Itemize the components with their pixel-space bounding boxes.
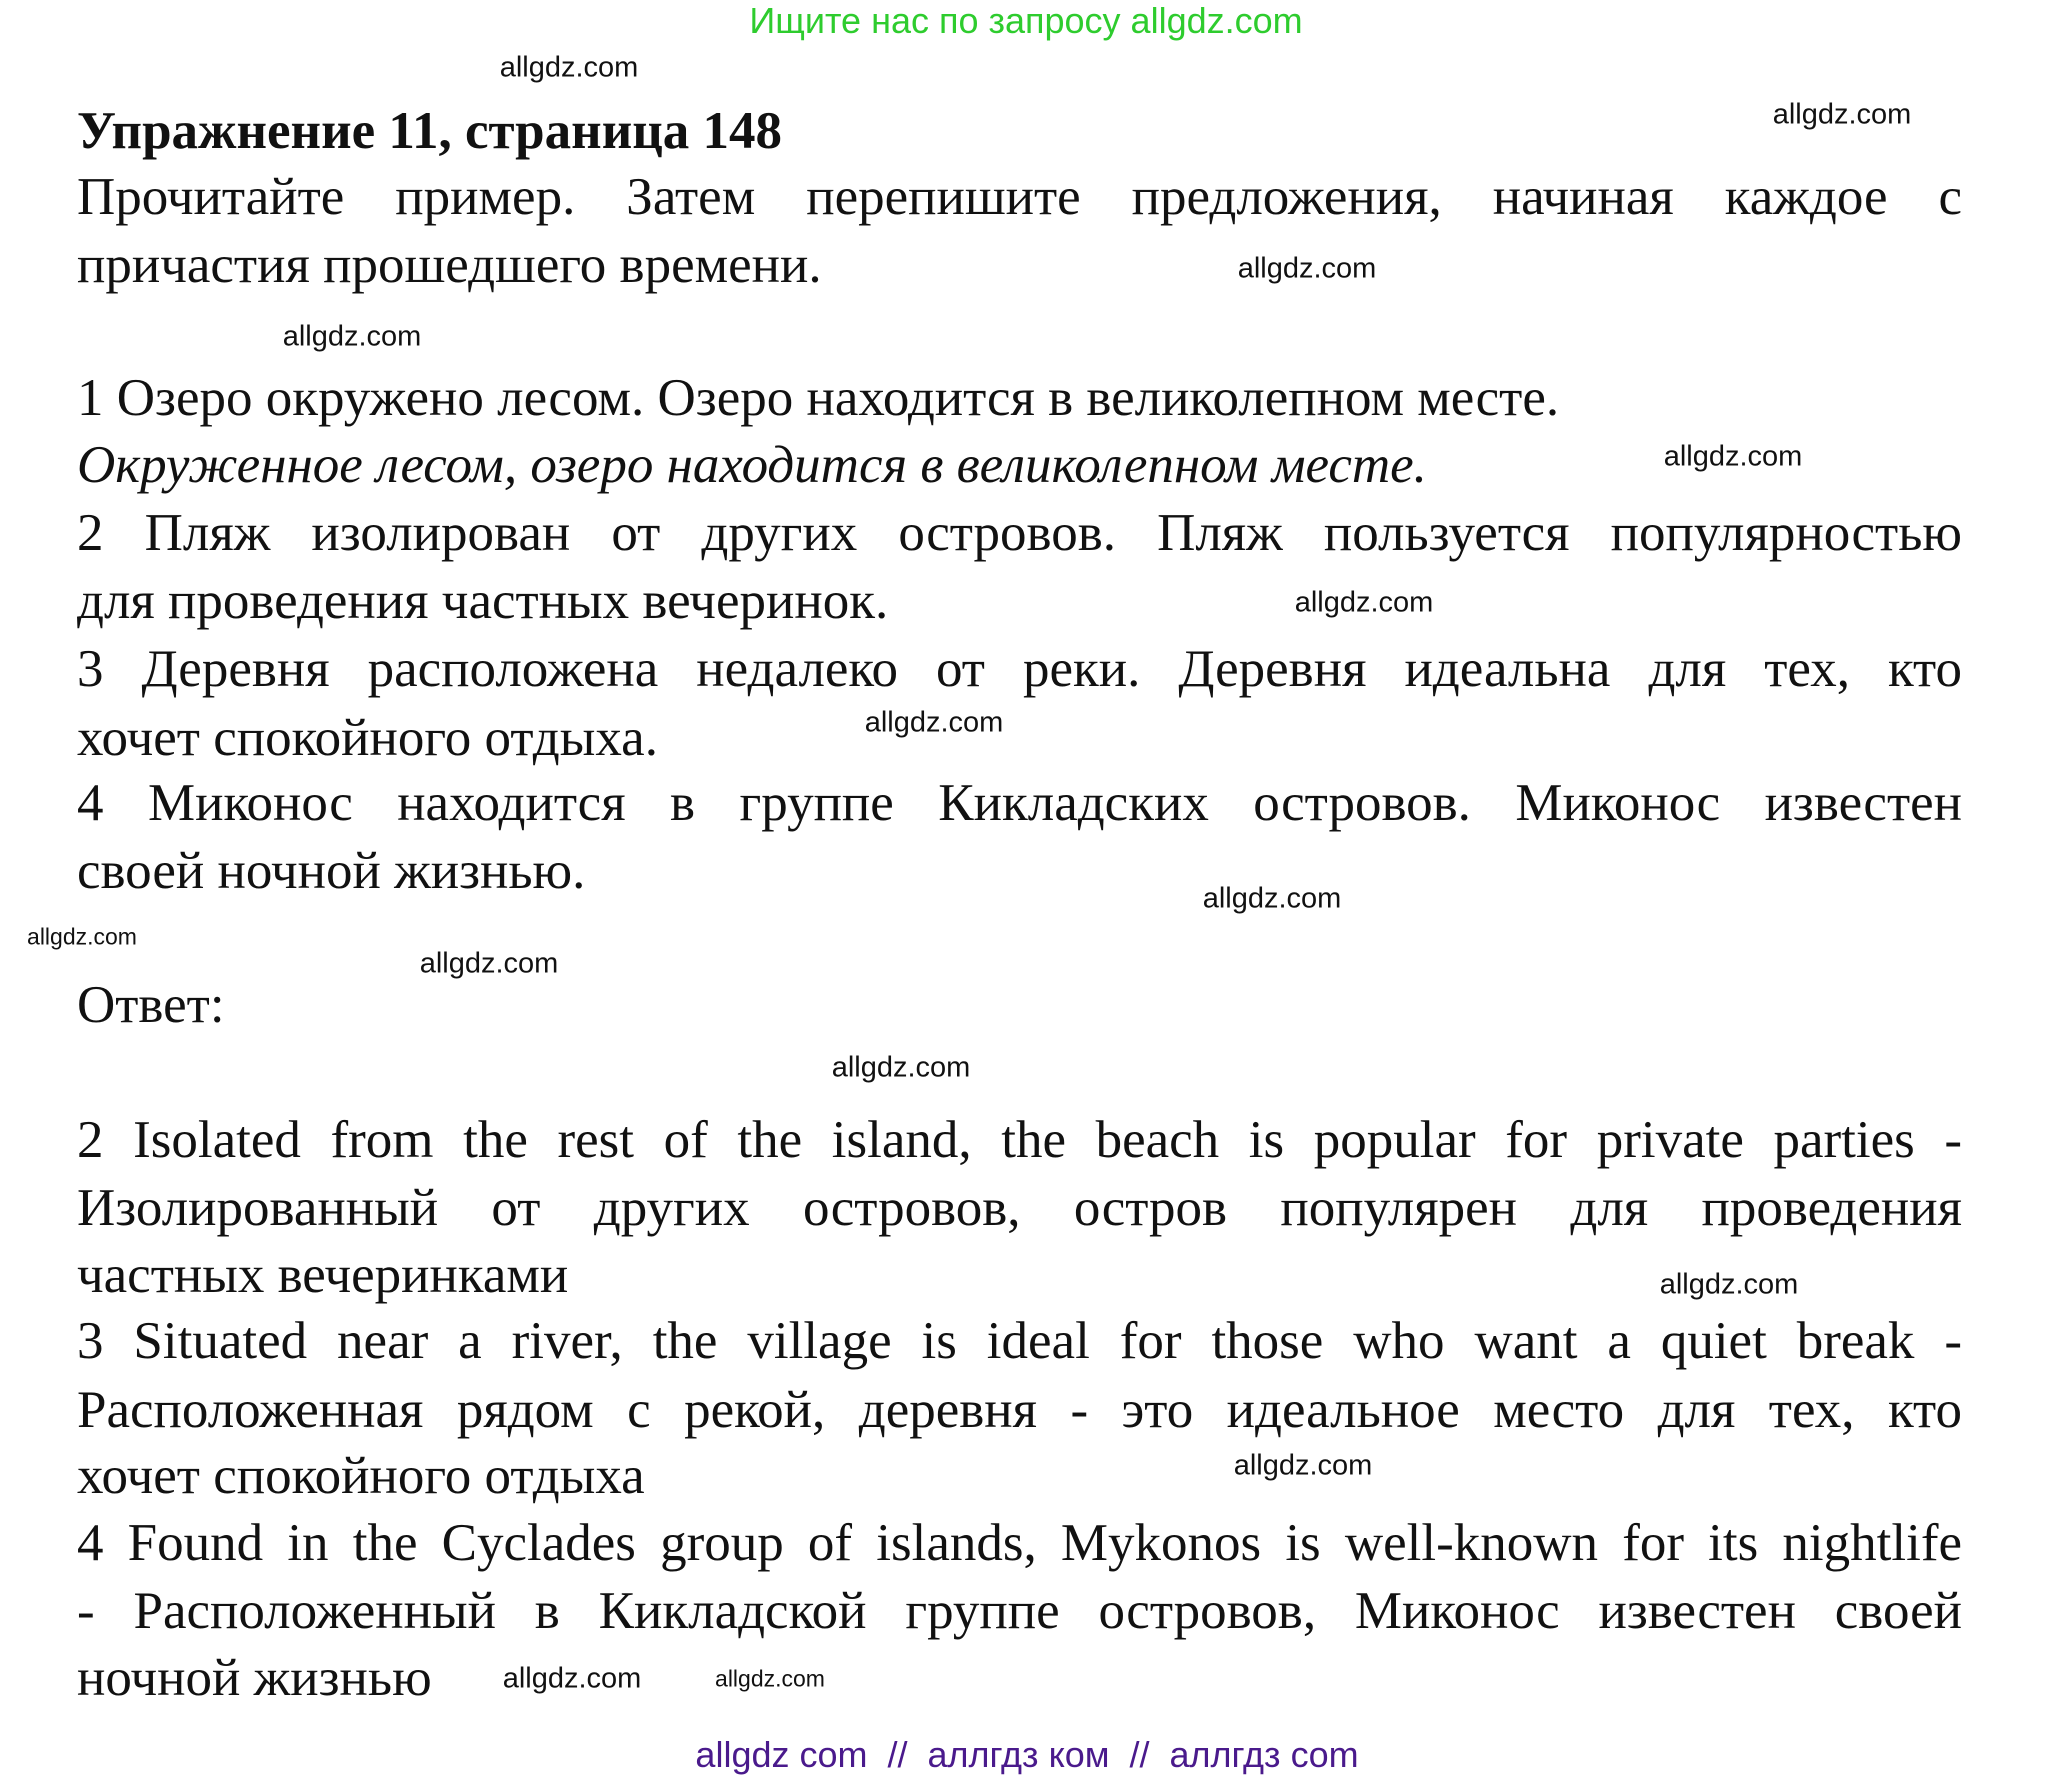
sentence-line: своей ночной жизнью.: [77, 842, 586, 900]
watermark: allgdz.com: [1294, 586, 1434, 619]
watermark: allgdz.com: [1202, 882, 1342, 915]
answer-line: Расположенная рядом с рекой, деревня - это идеальное место для тех, кто: [77, 1381, 1962, 1439]
watermark: allgdz.com: [282, 320, 422, 353]
sentence-line: 4 Миконос находится в группе Кикладских островов. Миконос известен: [77, 774, 1962, 832]
instruction-line: причастия прошедшего времени.: [77, 236, 822, 294]
answer-line: хочет спокойного отдыха: [77, 1447, 645, 1505]
watermark: allgdz.com: [1233, 1449, 1373, 1482]
answer-line: - Расположенный в Кикладской группе островов, Миконос известен своей: [77, 1582, 1962, 1640]
answer-line: Изолированный от других островов, остров популярен для проведения: [77, 1179, 1962, 1237]
watermark: allgdz.com: [1663, 440, 1803, 473]
instruction-line: Прочитайте пример. Затем перепишите предложения, начиная каждое с: [77, 168, 1962, 226]
answer-line: ночной жизнью: [77, 1649, 432, 1707]
answer-line: частных вечеринками: [77, 1246, 569, 1304]
watermark: allgdz.com: [499, 51, 639, 84]
watermark: allgdz.com: [715, 1665, 825, 1692]
answer-line: 2 Isolated from the rest of the island, the beach is popular for private parties -: [77, 1111, 1962, 1169]
sentence-line: для проведения частных вечеринок.: [77, 572, 889, 630]
footer-links: allgdz com // аллгдз ком // аллгдз com: [695, 1734, 1359, 1775]
answer-line: 4 Found in the Cyclades group of islands, Mykonos is well-known for its nightlife: [77, 1514, 1962, 1572]
page-title: Упражнение 11, страница 148: [77, 102, 783, 160]
watermark: allgdz.com: [27, 923, 137, 950]
sentence-line: 3 Деревня расположена недалеко от реки. Деревня идеальна для тех, кто: [77, 640, 1962, 698]
sentence-line: хочет спокойного отдыха.: [77, 709, 658, 767]
watermark: allgdz.com: [1772, 98, 1912, 131]
watermark: allgdz.com: [864, 706, 1004, 739]
watermark: allgdz.com: [831, 1051, 971, 1084]
watermark: allgdz.com: [502, 1662, 642, 1695]
sentence-line: 2 Пляж изолирован от других островов. Пляж пользуется популярностью: [77, 504, 1962, 562]
answer-label: Ответ:: [77, 976, 225, 1034]
answer-line: 3 Situated near a river, the village is ideal for those who want a quiet break -: [77, 1312, 1962, 1370]
sentence-line: 1 Озеро окружено лесом. Озеро находится в великолепном месте.: [77, 369, 1560, 427]
watermark: allgdz.com: [1659, 1268, 1799, 1301]
watermark: allgdz.com: [1237, 252, 1377, 285]
example-line: Окруженное лесом, озеро находится в великолепном месте.: [77, 436, 1427, 494]
watermark: allgdz.com: [419, 947, 559, 980]
search-banner: Ищите нас по запросу allgdz.com: [749, 0, 1303, 41]
